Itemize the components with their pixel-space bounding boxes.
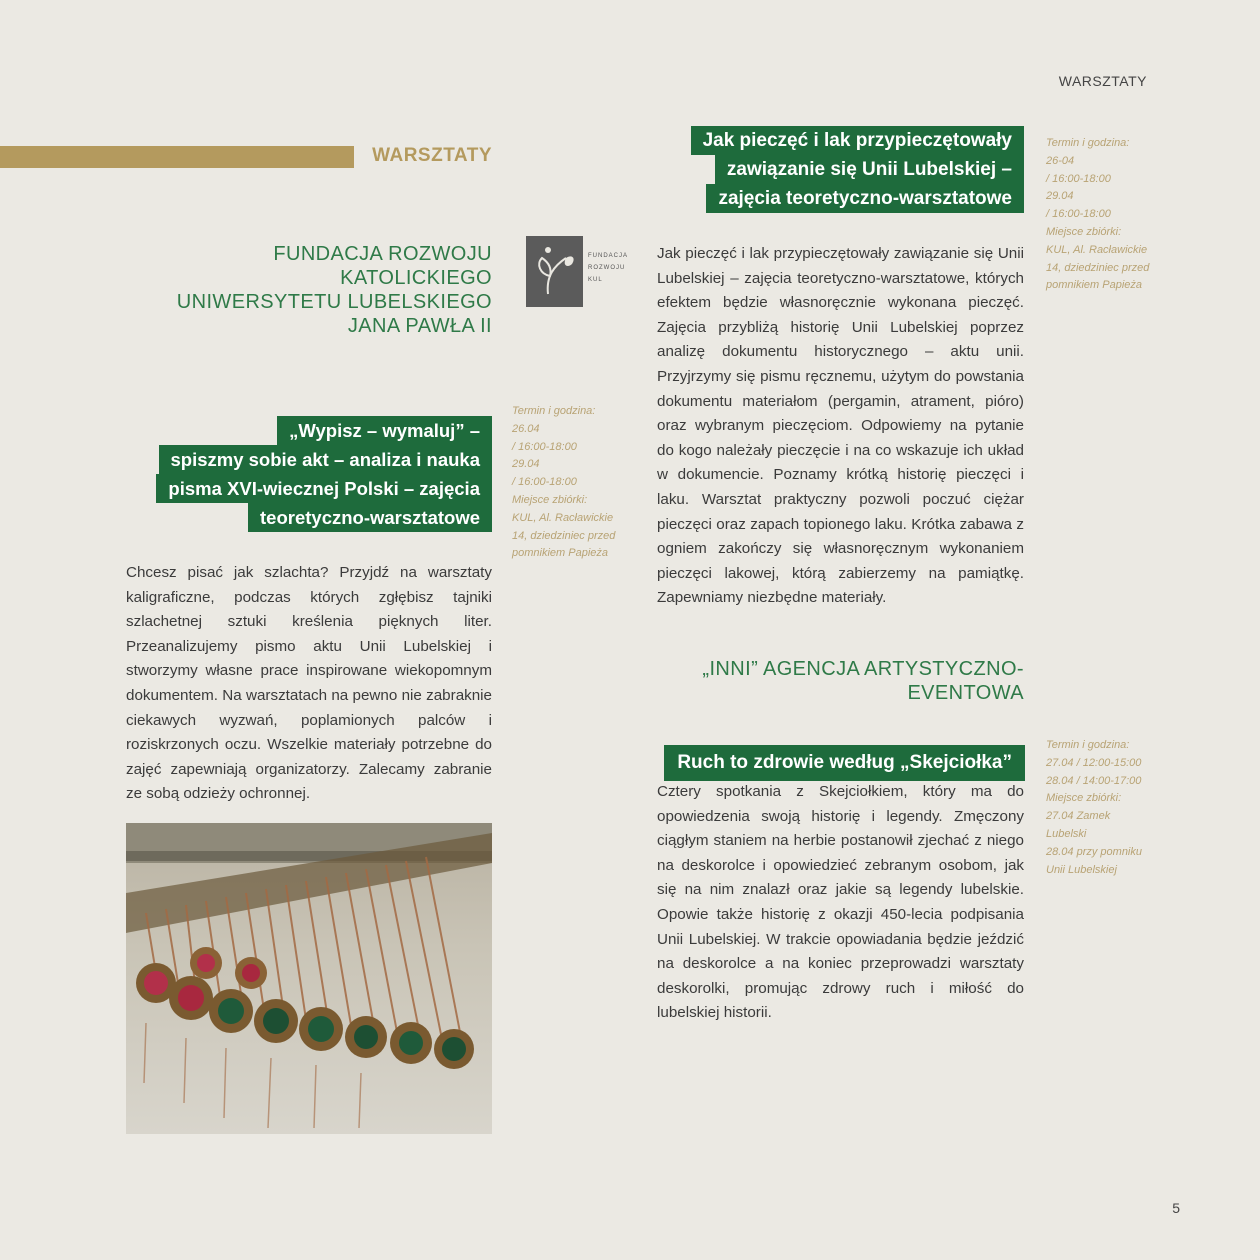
organizer-line: UNIWERSYTETU LUBELSKIEGO [176, 291, 492, 313]
workshop-description: Cztery spotkania z Skejciołkiem, który ma do opowiedzenia swoją historię i legendy. Zmęczony ciągłym staniem na herbie postanowił zjechać z niego na deskorolce i opowiedzieć zebranym osobom, jak się na nim znalazł oraz jakie są legendy lubelskie. Opowie także historię z okazji 450-lecia podpisania Unii Lubelskiej. W trakcie opowiadania będzie jeździć na deskorolce a na koniec przeprowadzi warsztaty deskorolki, promując zdrowy ruch i miłość do lubelskiej historii. [657, 783, 1024, 1022]
wax-seals-photo [126, 823, 492, 1134]
workshop-title [664, 745, 1025, 781]
organizer-line: JANA PAWŁA II [347, 315, 492, 337]
logo-line: KUL [588, 277, 603, 283]
title-line: Jak pieczęć i lak przypieczętowały [691, 126, 1024, 155]
foundation-logo [526, 236, 636, 307]
title-line: „Wypisz – wymaluj” – [277, 416, 492, 445]
page-number: 5 [1172, 1200, 1180, 1216]
organizer-heading [656, 657, 1024, 705]
workshop-title [691, 126, 1024, 213]
title-line: spiszmy sobie akt – analiza i nauka [159, 445, 493, 474]
schedule-info: Termin i godzina: 26.04 / 16:00-18:00 29.04 / 16:00-18:00 Miejsce zbiórki: KUL, Al. Racławickie 14, dziedziniec przed pomnikiem Papieża [512, 405, 616, 560]
section-title: WARSZTATY [372, 145, 492, 166]
title-line: Ruch to zdrowie według „Skejciołka” [664, 745, 1025, 781]
title-line: zajęcia teoretyczno-warsztatowe [706, 184, 1024, 213]
workshop-title [156, 416, 492, 532]
logo-line: ROZWOJU [588, 265, 626, 271]
title-line: teoretyczno-warsztatowe [248, 503, 492, 532]
organizer-line: „INNI” AGENCJA ARTYSTYCZNO- [702, 658, 1024, 680]
schedule-info: Termin i godzina: 27.04 / 12:00-15:00 28.04 / 14:00-17:00 Miejsce zbiórki: 27.04 Zamek Lubelski 28.04 przy pomniku Unii Lubelskiej [1046, 739, 1142, 876]
logo-text [588, 250, 636, 286]
title-line: pisma XVI-wiecznej Polski – zajęcia [156, 474, 492, 503]
title-line: zawiązanie się Unii Lubelskiej – [715, 155, 1024, 184]
logo-icon [526, 236, 583, 307]
workshop-description: Jak pieczęć i lak przypieczętowały zawiązanie się Unii Lubelskiej – zajęcia teoretyczno-warsztatowe, których efektem będzie własnoręcznie wykonana pieczęć. Zajęcia przybliżą historię Unii Lubelskiej poprzez analizę dokumentu historycznego – aktu unii. Przyjrzymy się pismu ręcznemu, użytym do powstania dokumentu materiałom (pergamin, atrament, pióro) oraz wybranym pieczęciom. Odpowiemy na pytanie do kogo należały pieczęcie i na co wskazuje ich układ w dokumencie. Poznamy krótką historię pieczęci i laku. Warsztat praktyczny pozwoli poczuć ciężar pieczęci oraz zapach topionego laku. Krótka zabawa z ogniem zakończy się własnoręcznym wykonaniem pieczęci lakowej, którą zabierzemy na pamiątkę. Zapewniamy niezbędne materiały. [657, 245, 1024, 607]
organizer-heading [140, 242, 492, 338]
logo-line: FUNDACJA [588, 253, 629, 259]
running-head: WARSZTATY [1058, 73, 1147, 89]
section-bar [0, 146, 354, 168]
organizer-line: EVENTOWA [907, 682, 1024, 704]
organizer-line: FUNDACJA ROZWOJU KATOLICKIEGO [273, 243, 492, 289]
workshop-description: Chcesz pisać jak szlachta? Przyjdź na warsztaty kaligraficzne, podczas których zgłębisz tajniki szlachetnej sztuki kreślenia pięknych liter. Przeanalizujemy pismo aktu Unii Lubelskiej i stworzymy własne prace inspirowane wiekopomnym dokumentem. Na warsztatach na pewno nie zabraknie ciekawych wyzwań, poplamionych palców i roziskrzonych oczu. Wszelkie materiały potrzebne do zajęć zapewniają organizatorzy. Zalecamy zabranie ze sobą odzieży ochronnej. [126, 564, 492, 803]
schedule-info: Termin i godzina: 26-04 / 16:00-18:00 29.04 / 16:00-18:00 Miejsce zbiórki: KUL, Al. Racławickie 14, dziedziniec przed pomnikiem Papieża [1046, 137, 1150, 292]
